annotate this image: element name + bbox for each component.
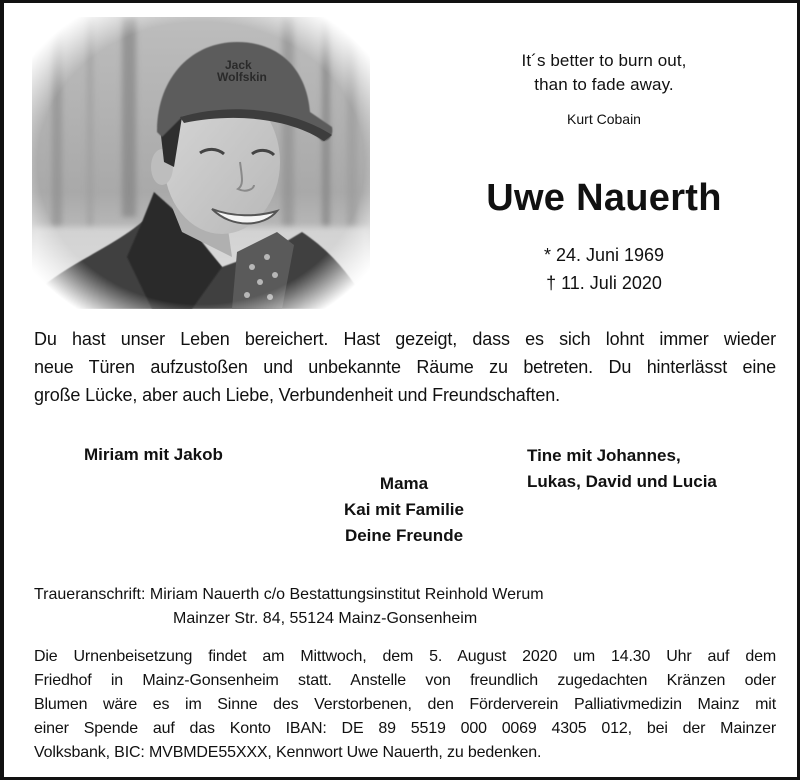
address-label: Traueranschrift: bbox=[34, 586, 146, 603]
mourner-name: Kai mit Familie bbox=[344, 500, 464, 519]
burial-line: Blumen wäre es im Sinne des Verstorbenen, den Förderverein Palliativmedizin Mainz mit bbox=[34, 696, 776, 713]
mourning-address bbox=[34, 583, 544, 631]
quote-line: than to fade away. bbox=[534, 75, 674, 94]
burial-line: Volksbank, BIC: MVBMDE55XXX, Kennwort Uwe Nauerth, zu bedenken. bbox=[34, 744, 542, 761]
tribute-line: Du hast unser Leben bereichert. Hast gezeigt, dass es sich lohnt immer wieder bbox=[34, 329, 776, 349]
mourner-name: Lukas, David und Lucia bbox=[527, 472, 717, 491]
mourner-name: Tine mit Johannes, bbox=[527, 446, 681, 465]
burial-information bbox=[34, 645, 776, 765]
quote bbox=[404, 49, 800, 97]
quote-author: Kurt Cobain bbox=[567, 111, 641, 127]
mourners-left bbox=[84, 442, 223, 468]
burial-line: einer Spende auf das Konto IBAN: DE 89 5519 000 0069 4305 012, bei der Mainzer bbox=[34, 720, 776, 737]
death-date: † 11. Juli 2020 bbox=[546, 273, 662, 293]
portrait-photo bbox=[32, 17, 370, 309]
address-line-1 bbox=[34, 583, 544, 607]
mourner-name: Miriam mit Jakob bbox=[84, 445, 223, 464]
address-line-2: Mainzer Str. 84, 55124 Mainz-Gonsenheim bbox=[173, 610, 478, 627]
mourner-name: Mama bbox=[379, 474, 429, 493]
quote-line: It´s better to burn out, bbox=[521, 51, 687, 70]
tribute-text bbox=[34, 325, 776, 409]
tribute-line: große Lücke, aber auch Liebe, Verbundenheit und Freundschaften. bbox=[34, 385, 560, 405]
tribute-line: neue Türen aufzustoßen und unbekannte Räume zu betreten. Du hinterlässt eine bbox=[34, 357, 776, 377]
burial-line: Die Urnenbeisetzung findet am Mittwoch, dem 5. August 2020 um 14.30 Uhr auf dem bbox=[34, 648, 776, 665]
address-recipient: Miriam Nauerth c/o Bestattungsinstitut Reinhold Werum bbox=[149, 586, 544, 603]
deceased-name: Uwe Nauerth bbox=[486, 177, 722, 219]
burial-line: Friedhof in Mainz-Gonsenheim statt. Anstelle von freundlich zugedachten Kränzen oder bbox=[34, 672, 776, 689]
life-dates bbox=[404, 241, 800, 297]
mourner-name: Deine Freunde bbox=[344, 526, 464, 545]
mourners-right bbox=[527, 443, 717, 495]
mourners-center bbox=[284, 471, 524, 549]
birth-date: * 24. Juni 1969 bbox=[543, 245, 665, 265]
